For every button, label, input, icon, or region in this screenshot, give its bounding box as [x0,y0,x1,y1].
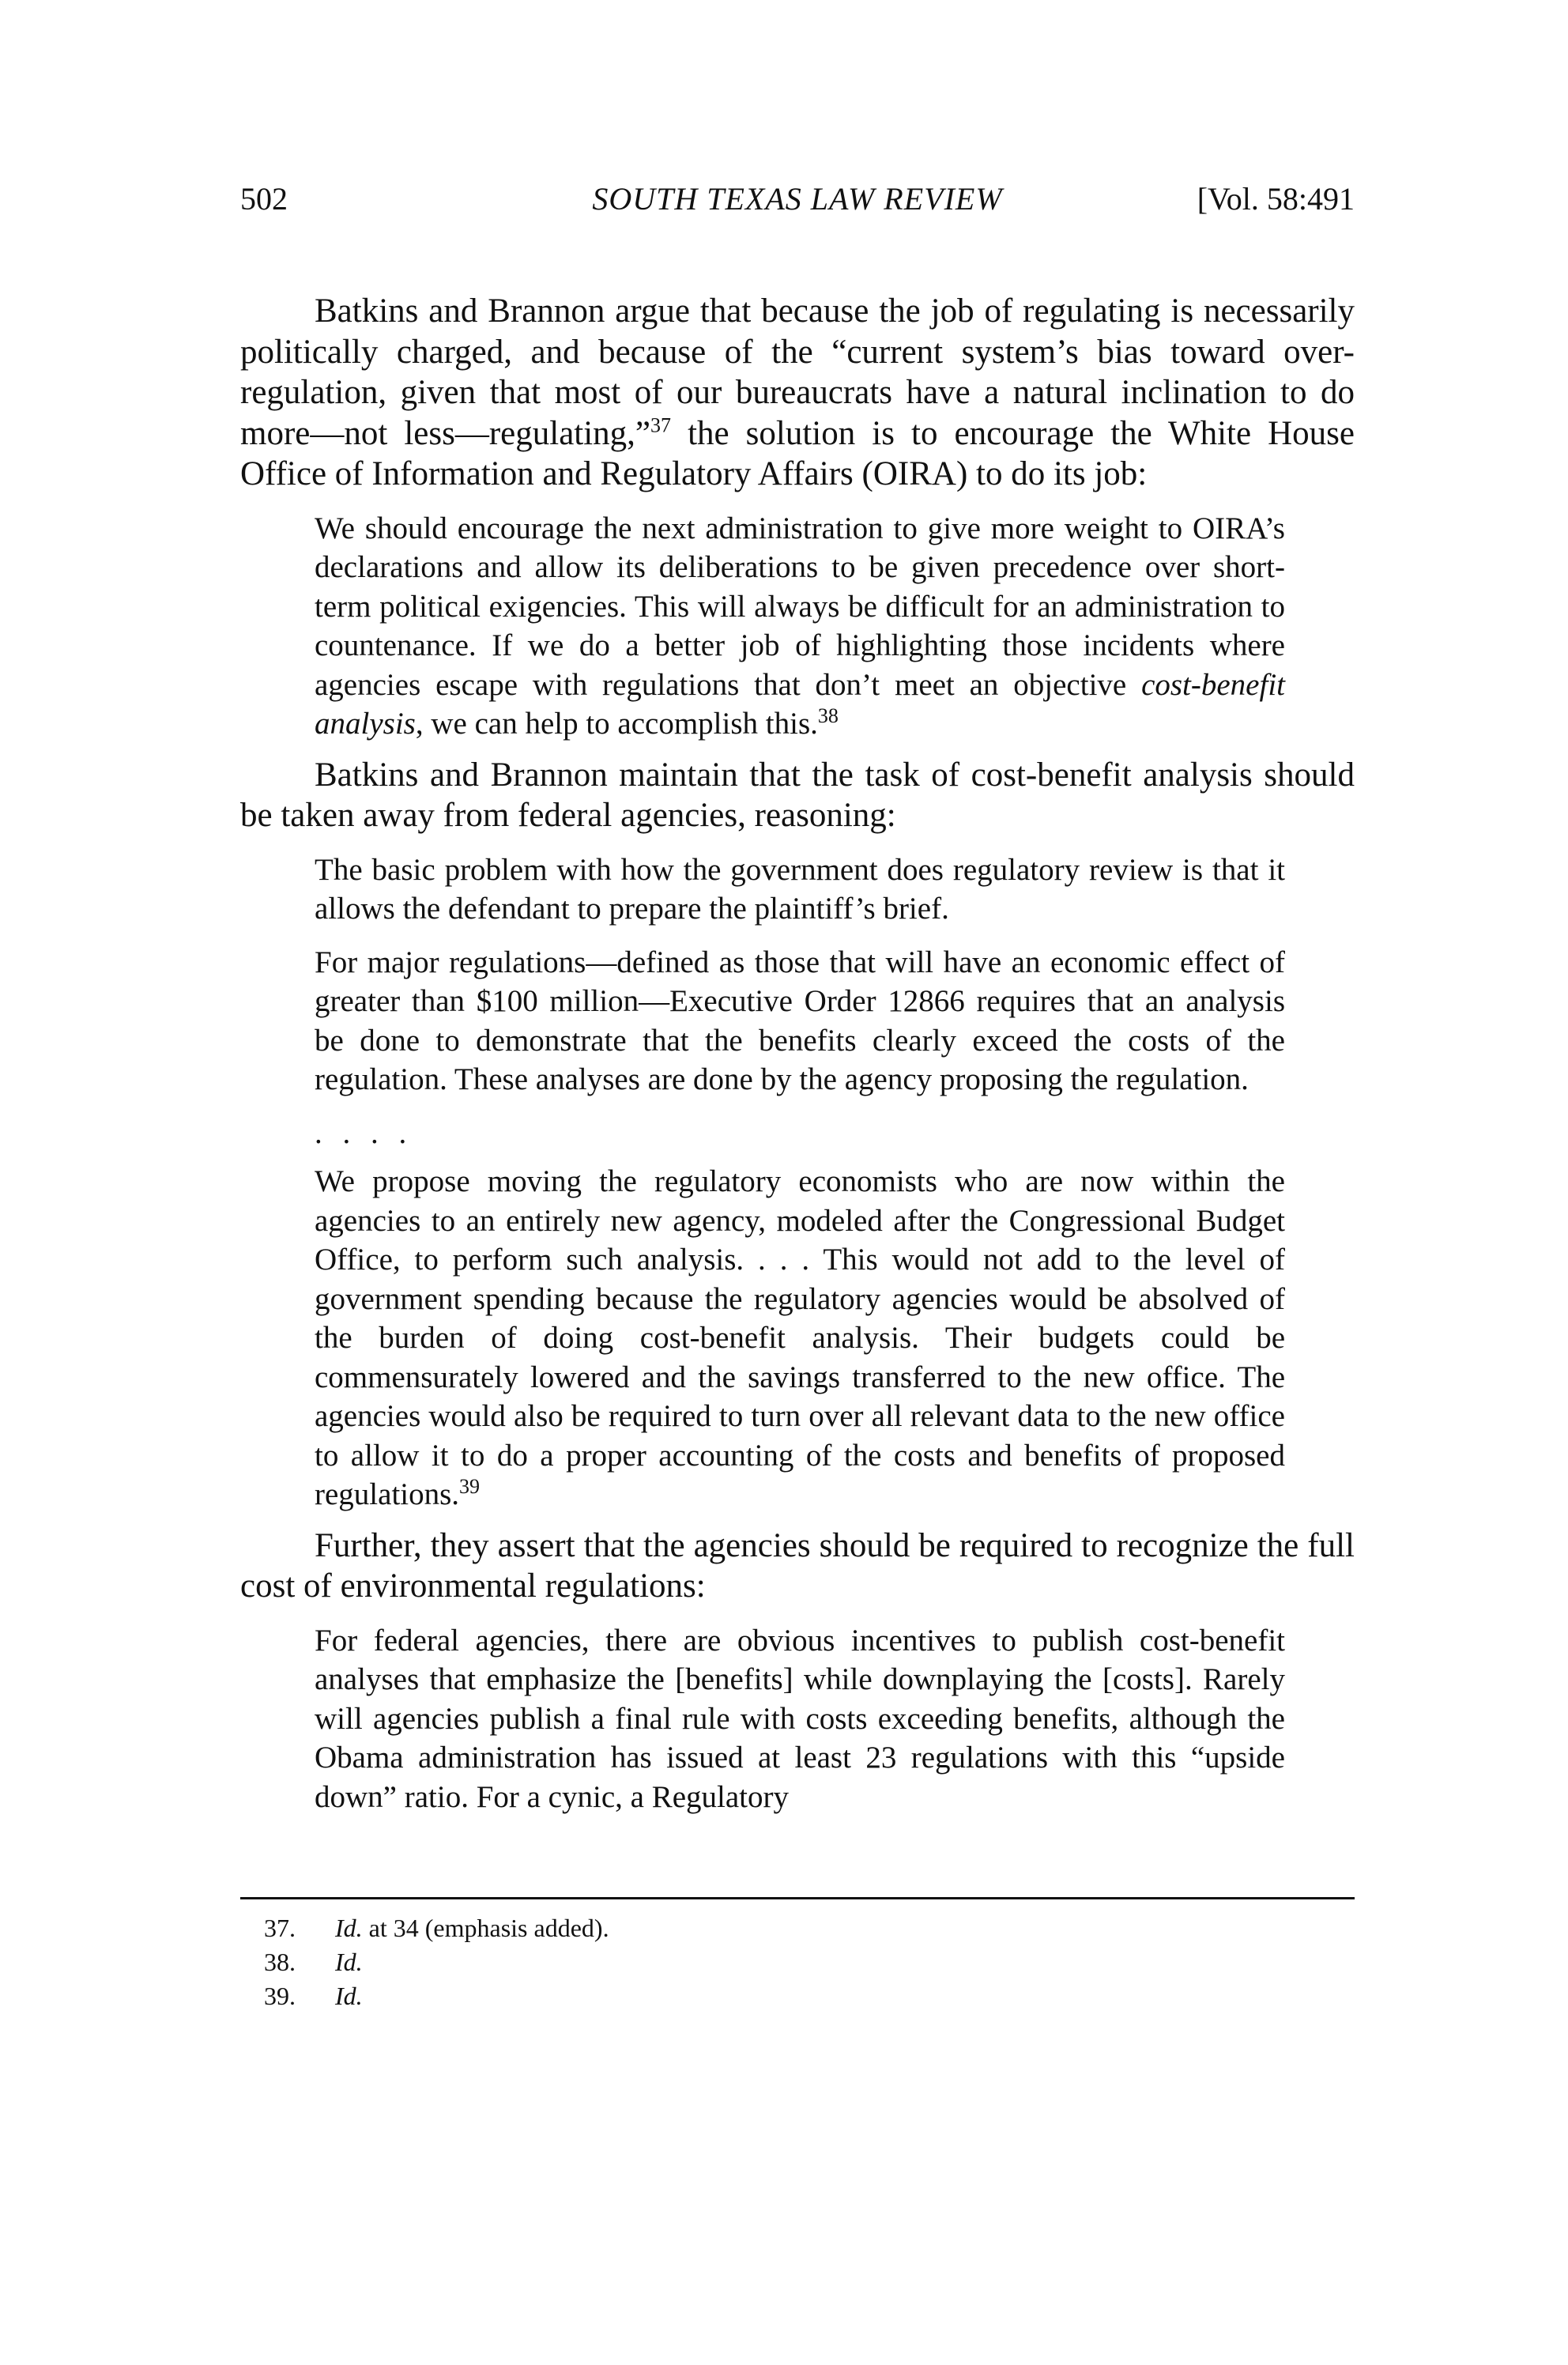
footnote-text [335,1945,363,1979]
footnote-detail: at 34 (emphasis added). [362,1914,609,1942]
footnote-divider [240,1897,1355,1899]
paragraph-1 [240,291,1355,495]
footnote-id: Id. [335,1914,363,1942]
paragraph-2: Batkins and Brannon maintain that the task of cost-benefit analysis should be taken away from federal agencies, reasoning: [240,756,1355,834]
running-header [240,180,1355,228]
footnote-39 [240,1979,1355,2013]
footnote-number: 39. [264,1982,296,2010]
footnote-ref-39: 39 [459,1475,481,1498]
quote-1-end: , we can help to accomplish this. [415,707,818,741]
footnote-text [335,1979,363,2013]
footnotes [240,1911,1355,2013]
block-quote-3 [315,1621,1285,1817]
quote-2-paragraph-3-text: We propose moving the regulatory economists who are now within the agencies to an entirely new agency, modeled after the Congressional Budget Office, to perform such analysis. . . . This would not add to the level of government spending because the regulatory agencies would be absolved of the burden of doing cost-benefit analysis. Their budgets could be commensurately lowered and the savings transferred to the new office. The agencies would also be required to turn over all relevant data to the new office to allow it to do a proper accounting of the costs and benefits of proposed regulations. [315,1164,1285,1511]
footnote-37 [240,1911,1355,1945]
block-quote-2 [315,851,1285,1514]
quote-2-paragraph-1: The basic problem with how the government does regulatory review is that it allows the defendant to prepare the plaintiff’s brief. [315,852,1285,926]
footnote-id: Id. [335,1982,363,2010]
footnote-number: 37. [264,1914,296,1942]
footnote-ref-38: 38 [817,704,839,727]
quote-2-paragraph-2: For major regulations—defined as those that will have an economic effect of greater than $100 million—Executive Order 12866 requires that an analysis be done to demonstrate that the benefits clearly exceed the costs of the regulation. These analyses are done by the agency proposing the regulation. [315,945,1285,1096]
block-quote-1-text [315,509,1285,744]
quote-2-ellipsis: . . . . [315,1115,413,1150]
volume-citation: [Vol. 58:491 [1197,181,1355,217]
main-text [240,291,1355,1828]
block-quote-1 [315,509,1285,744]
footnote-text [335,1911,609,1945]
quote-1-emphasis: cost-benefit analysis [315,667,1285,741]
paragraph-1-text: Batkins and Brannon argue that because the job of regulating is necessarily politically charged, and because of the “current system’s bias toward over-regulation, given that most of our bureaucrats have a natural inclination to do more—not less—regulating,” [240,292,1355,452]
footnote-ref-37: 37 [650,413,672,437]
footnote-38 [240,1945,1355,1979]
quote-2-paragraph-3 [315,1162,1285,1514]
paragraph-3: Further, they assert that the agencies should be required to recognize the full cost of environmental regulations: [240,1526,1355,1605]
footnote-id: Id. [335,1948,363,1976]
page-number: 502 [240,181,288,217]
quote-1-text: We should encourage the next administration to give more weight to OIRA’s declarations and allow its deliberations to be given precedence over short-term political exigencies. This will always be difficult for an administration to countenance. If we do a better job of highlighting those incidents where agencies escape with regulations that don’t meet an objective [315,511,1285,702]
quote-3-text: For federal agencies, there are obvious incentives to publish cost-benefit analyses that emphasize the [benefits] while downplaying the [costs]. Rarely will agencies publish a final rule with costs exceeding benefits, although the Obama administration has issued at least 23 regulations with this “upside down” ratio. For a cynic, a Regulatory [315,1623,1285,1814]
journal-title: SOUTH TEXAS LAW REVIEW [592,181,1003,217]
footnote-number: 38. [264,1948,296,1976]
paragraph-1-continuation: the solution is to encourage the White House Office of Information and Regulatory Affairs (OIRA) to do its job: [240,414,1355,492]
